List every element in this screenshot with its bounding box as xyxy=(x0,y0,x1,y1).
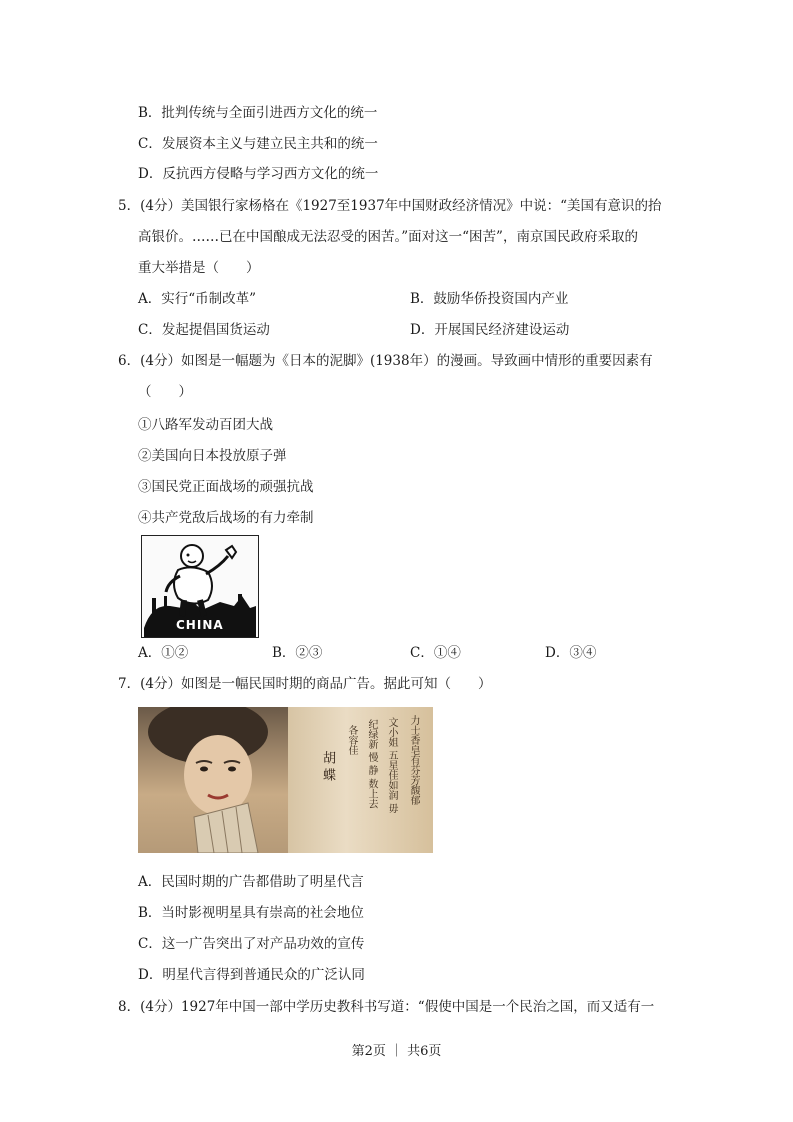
question-6-item-3: ③国民党正面战场的顽强抗战 xyxy=(138,479,314,495)
question-6-item-1: ①八路军发动百团大战 xyxy=(138,417,273,433)
ad-text-col-3: 纪绿新 慢 静 数上去 xyxy=(366,719,377,809)
question-5-line-2: 高银价。……已在中国酿成无法忍受的困苦。”面对这一“困苦”，南京国民政府采取的 xyxy=(138,229,638,245)
question-6-line-2: （ ） xyxy=(138,384,192,400)
question-5-line-3: 重大举措是（ ） xyxy=(138,260,260,276)
option-d: D．反抗西方侵略与学习西方文化的统一 xyxy=(138,166,379,182)
question-6-line-1: 6．(4分）如图是一幅题为《日本的泥脚》(1938年）的漫画。导致画中情形的重要因素有 xyxy=(118,353,653,369)
question-7-option-c: C．这一广告突出了对产品功效的宣传 xyxy=(138,936,365,952)
question-6-item-2: ②美国向日本投放原子弹 xyxy=(138,448,287,464)
cartoon-label: CHINA xyxy=(176,618,224,632)
question-8-line-1: 8．(4分）1927年中国一部中学历史教科书写道：“假使中国是一个民治之国，而又适有一 xyxy=(118,999,655,1015)
question-6-option-b: B．②③ xyxy=(272,645,323,661)
question-6-option-a: A．①② xyxy=(138,645,189,661)
question-7-line-1: 7．(4分）如图是一幅民国时期的商品广告。据此可知（ ） xyxy=(118,676,492,692)
question-5-option-c: C．发起提倡国货运动 xyxy=(138,322,270,338)
question-7-option-a: A．民国时期的广告都借助了明星代言 xyxy=(138,874,364,890)
ad-text-col-4: 各容佳 xyxy=(346,725,357,755)
question-6-option-c: C．①④ xyxy=(410,645,461,661)
cartoon-image xyxy=(141,535,259,638)
question-5-option-a: A．实行“币制改革” xyxy=(138,291,257,307)
question-6-item-4: ④共产党敌后战场的有力牵制 xyxy=(138,510,314,526)
question-7-option-d: D．明星代言得到普通民众的广泛认同 xyxy=(138,967,365,983)
option-c: C．发展资本主义与建立民主共和的统一 xyxy=(138,136,378,152)
option-b: B．批判传统与全面引进西方文化的统一 xyxy=(138,105,378,121)
question-5-option-b: B．鼓励华侨投资国内产业 xyxy=(410,291,569,307)
question-5-option-d: D．开展国民经济建设运动 xyxy=(410,322,570,338)
page-footer: 第2页 ｜ 共6页 xyxy=(351,1044,442,1059)
ad-signature: 胡 蝶 xyxy=(320,751,335,782)
question-5-line-1: 5．(4分）美国银行家杨格在《1927至1937年中国财政经济情况》中说：“美国有意识的抬 xyxy=(118,198,662,214)
advertisement-image xyxy=(138,707,433,853)
question-7-option-b: B．当时影视明星具有崇高的社会地位 xyxy=(138,905,364,921)
portrait-drawing xyxy=(138,707,288,853)
ad-text-col-2: 文小姐 五星佳如润 毋 xyxy=(386,717,397,814)
question-6-option-d: D．③④ xyxy=(545,645,597,661)
ad-text-col-1: 力士香皂有芬芳馥郁 xyxy=(408,715,419,805)
